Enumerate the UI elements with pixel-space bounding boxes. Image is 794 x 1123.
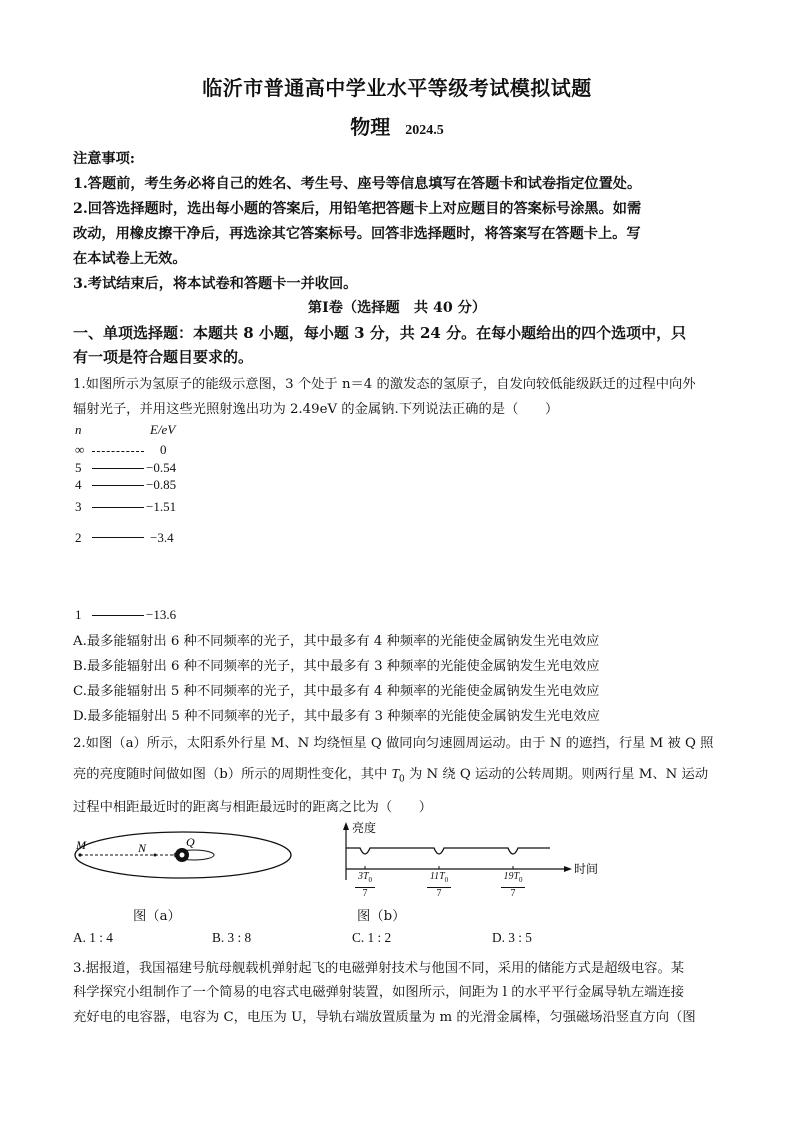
planet-n [154,854,157,857]
question-2-text-part: 亮的亮度随时间做如图（b）所示的周期性变化，其中 [73,767,392,782]
energy-level-line [92,468,144,469]
question-2-text-part: 为 N 绕 Q 运动的公转周期。则两行星 M、N 运动 [404,767,709,782]
period-symbol: T [391,766,399,781]
figure-b-caption: 图（b） [357,909,406,924]
question-2-text: 过程中相距最近时的距离与相距最远时的距离之比为（ ） [73,800,433,815]
x-axis-label: 时间 [574,862,599,876]
tick-numerator: 11T [429,871,445,882]
question-3-text: 3.据报道，我国福建号航母舰载机弹射起飞的电磁弹射技术与他国不同，采用的储能方式是超级电容。某 [73,961,685,976]
tick-denominator: 7 [510,888,516,899]
tick-label [501,871,525,899]
period-subscript: 0 [398,774,405,785]
level-energy: −13.6 [146,607,177,622]
exam-date: 2024.5 [405,123,444,138]
tick-label [355,871,375,899]
energy-level-line [92,537,144,538]
brightness-curve [346,848,550,854]
level-n: ∞ [75,442,85,457]
level-energy: 0 [160,442,167,457]
level-n: 3 [75,499,82,514]
y-axis-label: 亮度 [352,821,377,835]
energy-level-line [92,485,144,486]
question-3-text: 科学探究小组制作了一个简易的电容式电磁弹射装置，如图所示，间距为 l 的水平平行金属导轨左端连接 [73,985,685,1000]
energy-level-line [92,615,144,616]
option-a: A.最多能辐射出 6 种不同频率的光子，其中最多有 4 种频率的光能使金属钠发生光电效应 [73,634,600,649]
notice-item: 在本试卷上无效。 [73,251,187,267]
label-n: N [138,841,147,855]
label-q: Q [186,835,195,849]
energy-level-line [92,507,144,508]
level-energy: −0.54 [146,460,177,475]
level-energy: −0.85 [146,477,177,492]
label-m: M [76,838,86,852]
tick-subscript: 0 [519,876,523,884]
tick-subscript: 0 [444,876,449,884]
question-2-text: 2.如图（a）所示，太阳系外行星 M、N 均绕恒星 Q 做同向匀速圆周运动。由于 N 的遮挡，行星 M 被 Q 照 [73,736,714,751]
option-a: A. 1 : 4 [73,930,113,945]
option-b: B. 3 : 8 [212,930,252,945]
part-heading: 第Ⅰ卷（选择题 共 40 分） [307,300,487,316]
notice-item: 1.答题前，考生务必将自己的姓名、考生号、座号等信息填写在答题卡和试卷指定位置处。 [73,176,642,192]
subject-label: 物理 [350,115,391,139]
question-1-text: 辐射光子，并用这些光照射逸出功为 2.49eV 的金属钠.下列说法正确的是（ ） [73,402,559,417]
option-b: B.最多能辐射出 6 种不同频率的光子，其中最多有 3 种频率的光能使金属钠发生光电效应 [73,659,600,674]
level-n: 4 [75,477,82,492]
tick-denominator: 7 [436,888,442,899]
notice-item: 改动，用橡皮擦干净后，再选涂其它答案标号。回答非选择题时，将答案写在答题卡上。写 [73,226,641,242]
tick-numerator: 19T [503,871,520,882]
level-n: 2 [75,530,82,545]
level-n: 5 [75,460,82,475]
star-q-core [180,853,185,858]
question-3-text: 充好电的电容器，电容为 C，电压为 U，导轨右端放置质量为 m 的光滑金属棒，匀强磁场沿竖直方向（图 [73,1010,696,1025]
section-instructions: 有一项是符合题目要求的。 [73,348,254,366]
option-d: D.最多能辐射出 5 种不同频率的光子，其中最多有 3 种频率的光能使金属钠发生光电效应 [73,709,600,724]
level-energy: −1.51 [146,499,177,514]
tick-subscript: 0 [368,876,373,884]
option-c: C. 1 : 2 [352,930,392,945]
n-axis-label: n [75,422,82,437]
subject-line [0,111,794,140]
figure-a-orbits [70,824,300,890]
option-c: C.最多能辐射出 5 种不同频率的光子，其中最多有 4 种频率的光能使金属钠发生光电效应 [73,684,600,699]
energy-axis-label: E/eV [150,422,176,437]
energy-level-line [92,451,144,452]
notice-heading: 注意事项: [73,151,135,167]
level-energy: −3.4 [150,530,174,545]
tick-label [427,871,451,899]
question-2-text [73,763,708,785]
tick-denominator: 7 [362,888,368,899]
question-1-text: 1.如图所示为氢原子的能级示意图，3 个处于 n＝4 的激发态的氢原子，自发向较低能级跃迁的过程中向外 [73,377,696,392]
tick-numerator: 3T [357,871,369,882]
planet-m [78,853,81,856]
option-d: D. 3 : 5 [492,930,532,945]
figure-a-caption: 图（a） [133,909,181,924]
exam-title: 临沂市普通高中学业水平等级考试模拟试题 [202,76,592,100]
figure-b-brightness-chart [338,820,608,900]
x-axis-arrow [564,866,572,872]
notice-item: 2.回答选择题时，选出每小题的答案后，用铅笔把答题卡上对应题目的答案标号涂黑。如需 [73,201,642,217]
notice-item: 3.考试结束后，将本试卷和答题卡一并收回。 [73,276,358,292]
y-axis-arrow [343,822,349,830]
section-instructions: 一、单项选择题：本题共 8 小题，每小题 3 分，共 24 分。在每小题给出的四个选项中，只 [73,324,687,342]
energy-level-diagram [70,420,220,625]
level-n: 1 [75,607,82,622]
